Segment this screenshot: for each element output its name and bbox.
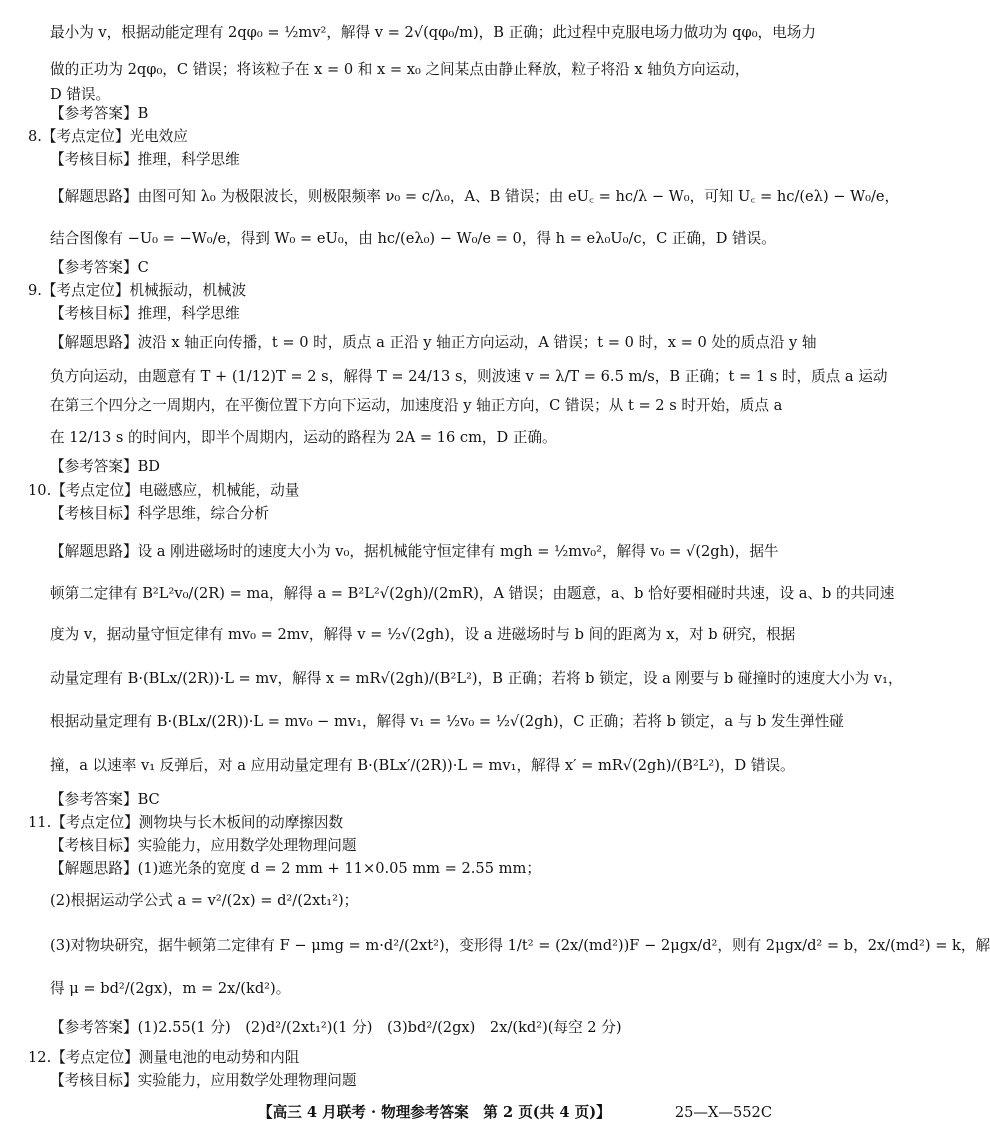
text-line: 【解题思路】由图可知 λ₀ 为极限波长，则极限频率 ν₀ = c/λ₀，A、B 错误；由 eU꜀ = hc/λ − W₀，可知 U꜀ = hc/(eλ) − W₀/e， xyxy=(50,188,900,205)
text-line: D 错误。 xyxy=(50,86,111,103)
text-line: 【解题思路】波沿 x 轴正向传播，t = 0 时，质点 a 正沿 y 轴正方向运动，A 错误；t = 0 时，x = 0 处的质点沿 y 轴 xyxy=(50,334,817,351)
objective-line: 【考核目标】推理，科学思维 xyxy=(50,151,240,168)
text-line: 度为 v，据动量守恒定律有 mv₀ = 2mv，解得 v = ½√(2gh)，设 a 进磁场时与 b 间的距离为 x，对 b 研究，根据 xyxy=(50,626,796,643)
objective-line: 【考核目标】实验能力，应用数学处理物理问题 xyxy=(50,1072,357,1089)
text-line: 顿第二定律有 B²L²v₀/(2R) = ma，解得 a = B²L²√(2gh)/(2mR)，A 错误；由题意，a、b 恰好要相碰时共速，设 a、b 的共同速 xyxy=(50,585,895,602)
text-line: 在 12/13 s 的时间内，即半个周期内，运动的路程为 2A = 16 cm，D 正确。 xyxy=(50,429,557,446)
text-line: 撞，a 以速率 v₁ 反弹后，对 a 应用动量定理有 B·(BLx′/(2R))·L = mv₁，解得 x′ = mR√(2gh)/(B²L²)，D 错误。 xyxy=(50,757,795,774)
text-line: 结合图像有 −U₀ = −W₀/e，得到 W₀ = eU₀，由 hc/(eλ₀) − W₀/e = 0，得 h = eλ₀U₀/c，C 正确，D 错误。 xyxy=(50,230,776,247)
text-line: 得 μ = bd²/(2gx)，m = 2x/(kd²)。 xyxy=(50,980,291,997)
question-heading: 9.【考点定位】机械振动，机械波 xyxy=(28,282,247,299)
answer-line: 【参考答案】BD xyxy=(50,458,160,475)
footer-title: 【高三 4 月联考 · 物理参考答案 第 2 页(共 4 页)】 xyxy=(258,1104,611,1121)
answer-line: 【参考答案】B xyxy=(50,105,149,122)
question-heading: 8.【考点定位】光电效应 xyxy=(28,128,188,145)
text-line: 负方向运动，由题意有 T + (1/12)T = 2 s，解得 T = 24/13 s，则波速 v = λ/T = 6.5 m/s，B 正确；t = 1 s 时，质点 a 运动 xyxy=(50,368,888,385)
text-line: 做的正功为 2qφ₀，C 错误；将该粒子在 x = 0 和 x = x₀ 之间某点由静止释放，粒子将沿 x 轴负方向运动， xyxy=(50,61,750,78)
question-heading: 12.【考点定位】测量电池的电动势和内阻 xyxy=(28,1049,300,1066)
footer-code: 25—X—552C xyxy=(674,1104,772,1121)
text-line: 最小为 v，根据动能定理有 2qφ₀ = ½mv²，解得 v = 2√(qφ₀/m)，B 正确；此过程中克服电场力做功为 qφ₀，电场力 xyxy=(50,24,816,41)
question-heading: 10.【考点定位】电磁感应，机械能，动量 xyxy=(28,482,300,499)
answer-line: 【参考答案】C xyxy=(50,259,149,276)
question-heading: 11.【考点定位】测物块与长木板间的动摩擦因数 xyxy=(28,814,344,831)
text-line: 【解题思路】(1)遮光条的宽度 d = 2 mm + 11×0.05 mm = 2.55 mm； xyxy=(50,860,541,877)
text-line: 动量定理有 B·(BLx/(2R))·L = mv，解得 x = mR√(2gh)/(B²L²)，B 正确；若将 b 锁定，设 a 刚要与 b 碰撞时的速度大小为 v₁， xyxy=(50,670,903,687)
text-line: (2)根据运动学公式 a = v²/(2x) = d²/(2xt₁²)； xyxy=(50,892,359,909)
objective-line: 【考核目标】推理，科学思维 xyxy=(50,305,240,322)
text-line: 【解题思路】设 a 刚进磁场时的速度大小为 v₀，据机械能守恒定律有 mgh = ½mv₀²，解得 v₀ = √(2gh)，据牛 xyxy=(50,543,779,560)
text-line: (3)对物块研究，据牛顿第二定律有 F − μmg = m·d²/(2xt²)，变形得 1/t² = (2x/(md²))F − 2μgx/d²，则有 2μgx/d² = b，2x/(md²) = k，解 xyxy=(50,937,990,954)
answer-line: 【参考答案】(1)2.55(1 分) (2)d²/(2xt₁²)(1 分) (3)bd²/(2gx) 2x/(kd²)(每空 2 分) xyxy=(50,1019,622,1036)
text-line: 在第三个四分之一周期内，在平衡位置下方向下运动，加速度沿 y 轴正方向，C 错误；从 t = 2 s 时开始，质点 a xyxy=(50,397,783,414)
answer-line: 【参考答案】BC xyxy=(50,791,160,808)
objective-line: 【考核目标】实验能力，应用数学处理物理问题 xyxy=(50,837,357,854)
text-line: 根据动量定理有 B·(BLx/(2R))·L = mv₀ − mv₁，解得 v₁ = ½v₀ = ½√(2gh)，C 正确；若将 b 锁定，a 与 b 发生弹性碰 xyxy=(50,713,844,730)
objective-line: 【考核目标】科学思维，综合分析 xyxy=(50,505,269,522)
